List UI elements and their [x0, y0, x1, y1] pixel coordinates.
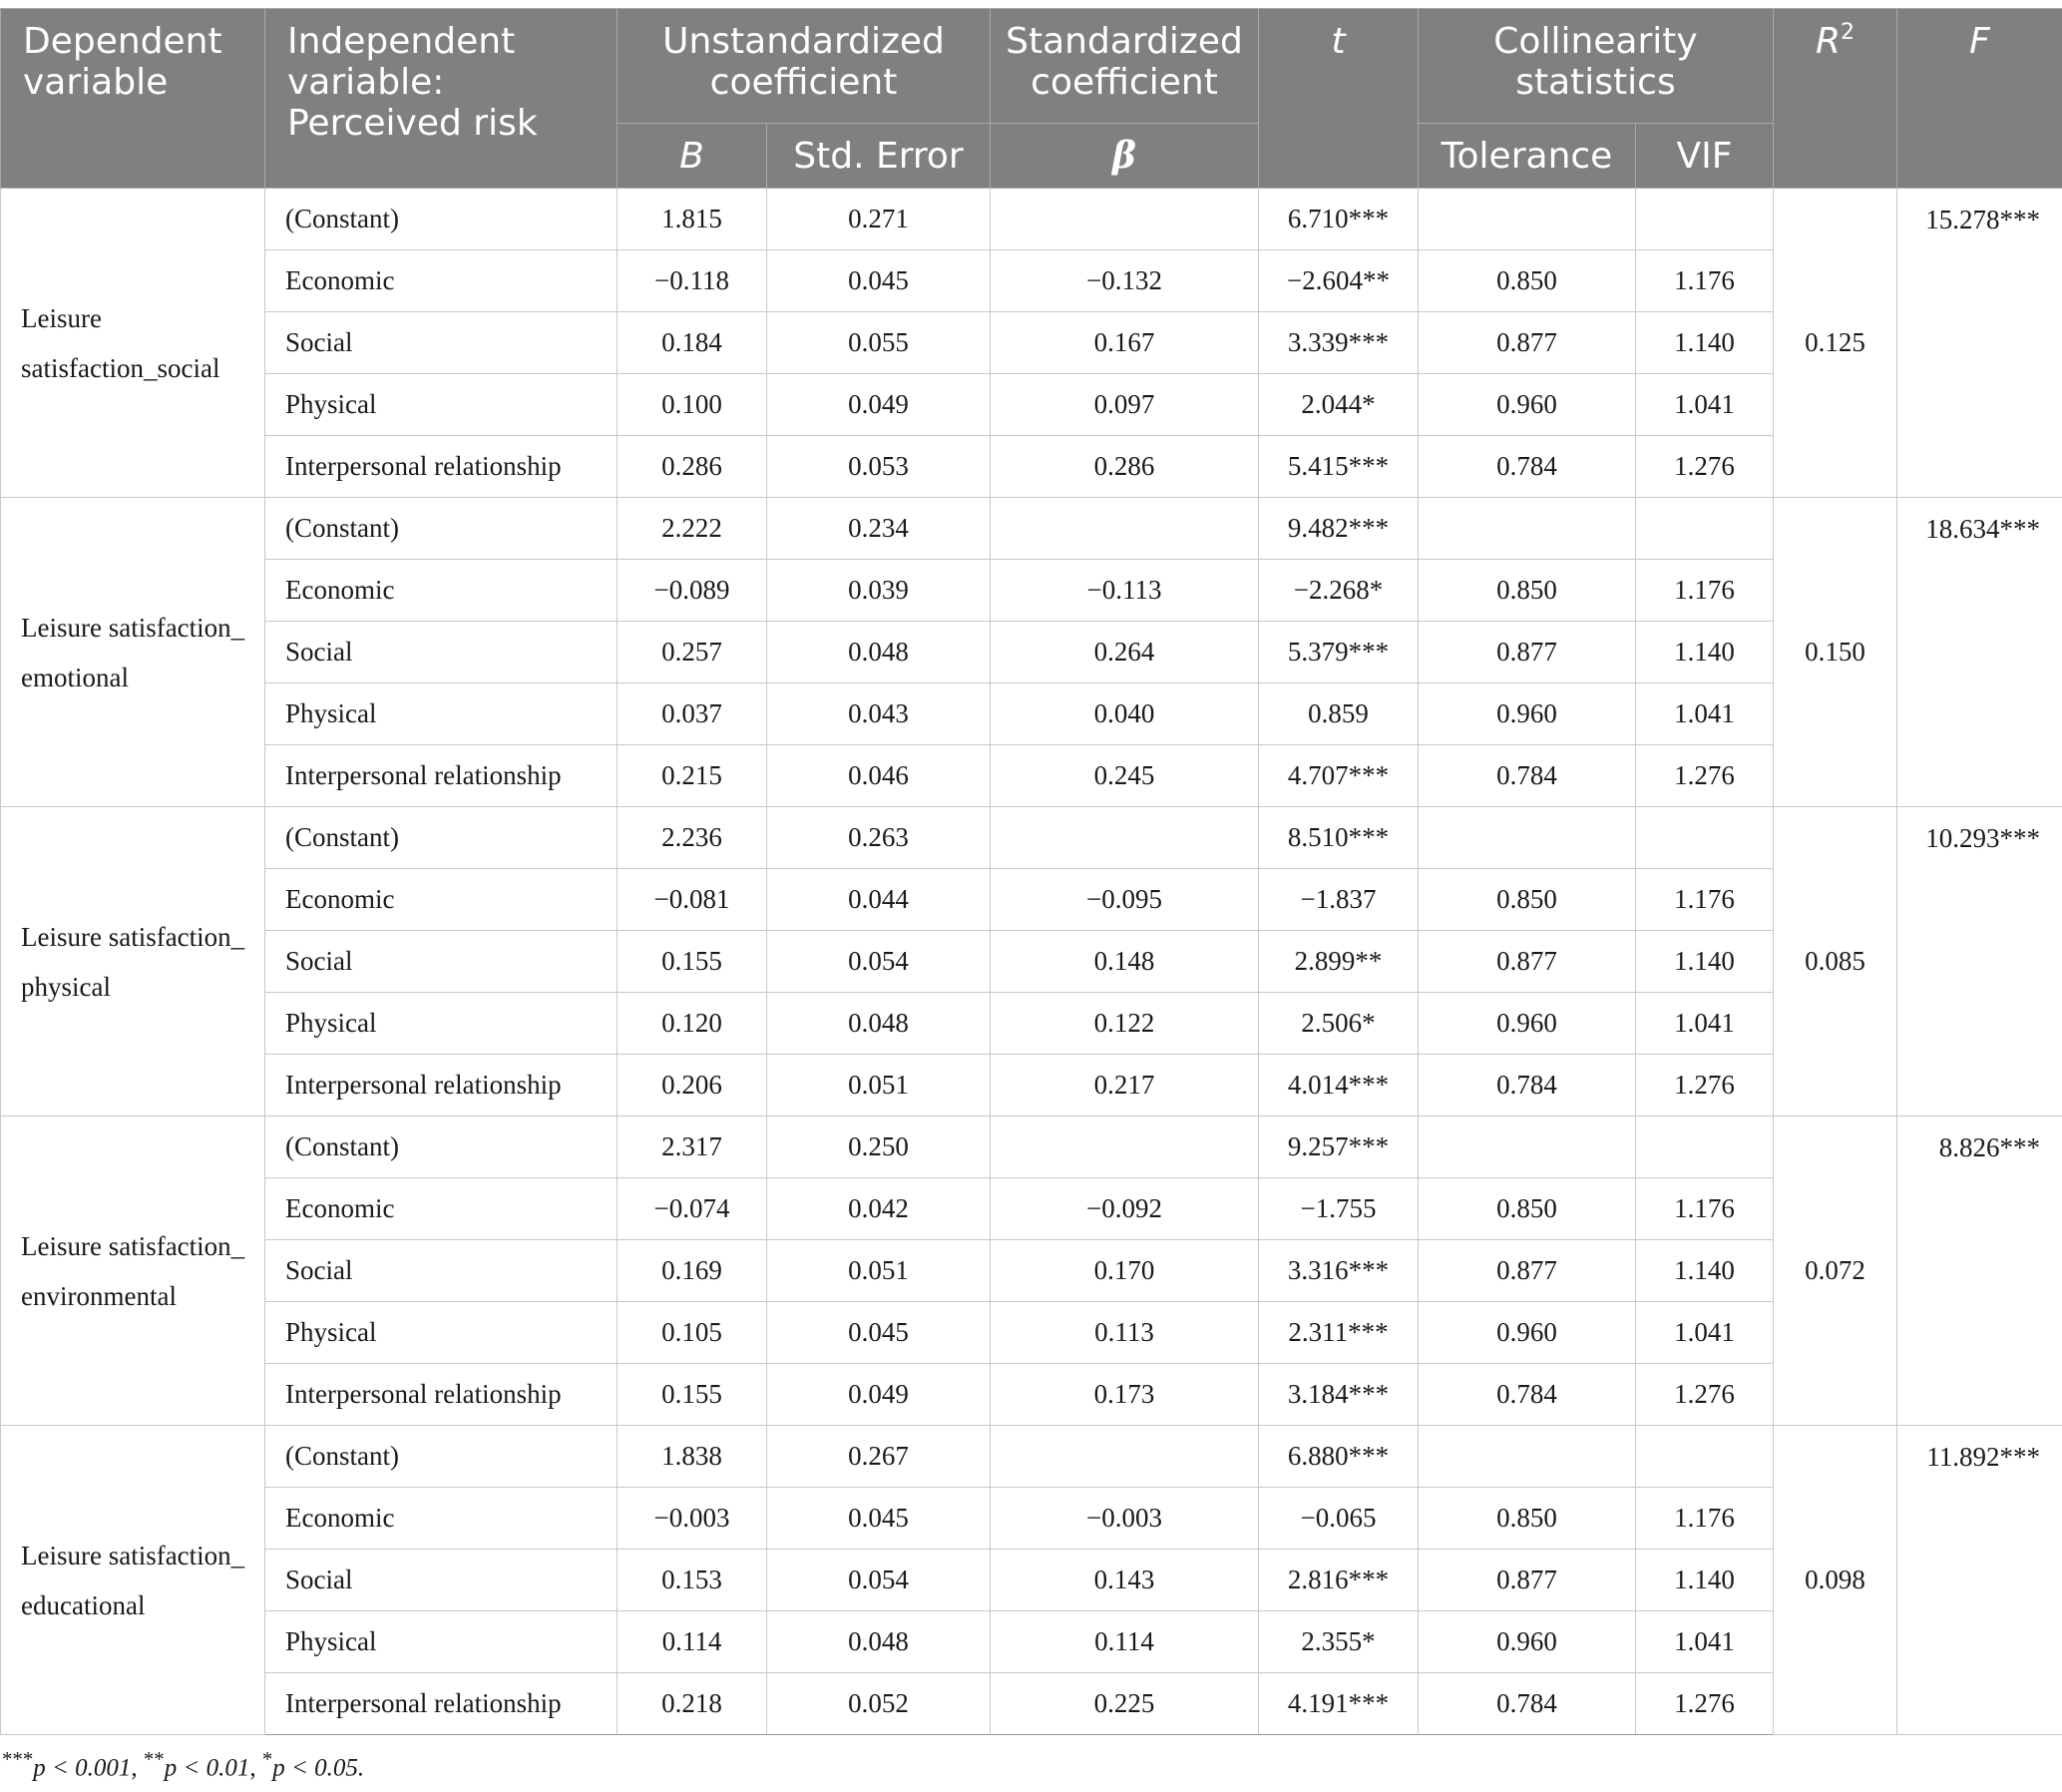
std-error-cell: 0.049 — [767, 1364, 991, 1426]
b-cell: −0.089 — [618, 560, 767, 622]
t-cell: 9.257*** — [1259, 1117, 1419, 1178]
std-error-cell: 0.048 — [767, 993, 991, 1055]
independent-variable-cell: Physical — [265, 1302, 618, 1364]
beta-cell: 0.148 — [991, 931, 1259, 993]
tolerance-cell: 0.960 — [1419, 683, 1636, 745]
table-row — [1, 1055, 2062, 1117]
footnote-p01: p < 0.01 — [164, 1754, 250, 1782]
beta-cell: 0.173 — [991, 1364, 1259, 1426]
tolerance-cell: 0.960 — [1419, 374, 1636, 436]
t-cell: −1.755 — [1259, 1178, 1419, 1240]
b-cell: 0.206 — [618, 1055, 767, 1117]
b-cell: 1.815 — [618, 189, 767, 250]
b-cell: 0.218 — [618, 1673, 767, 1735]
independent-variable-cell: Economic — [265, 560, 618, 622]
table-row — [1, 1178, 2062, 1240]
independent-variable-cell: Interpersonal relationship — [265, 1673, 618, 1735]
tolerance-cell: 0.784 — [1419, 1673, 1636, 1735]
b-cell: 0.120 — [618, 993, 767, 1055]
tolerance-cell — [1419, 498, 1636, 560]
table-row — [1, 1117, 2062, 1178]
table-row — [1, 1240, 2062, 1302]
independent-variable-cell: Social — [265, 1240, 618, 1302]
beta-cell — [991, 1117, 1259, 1178]
table-row — [1, 745, 2062, 807]
b-cell: 0.105 — [618, 1302, 767, 1364]
t-cell: 2.899** — [1259, 931, 1419, 993]
std-error-cell: 0.054 — [767, 931, 991, 993]
tolerance-cell: 0.877 — [1419, 622, 1636, 683]
footnote-p001: p < 0.001 — [33, 1754, 132, 1782]
beta-cell: 0.225 — [991, 1673, 1259, 1735]
b-cell: 0.100 — [618, 374, 767, 436]
beta-cell: 0.217 — [991, 1055, 1259, 1117]
independent-variable-cell: Interpersonal relationship — [265, 745, 618, 807]
b-cell: 0.286 — [618, 436, 767, 498]
t-cell: 2.311*** — [1259, 1302, 1419, 1364]
t-cell: 3.316*** — [1259, 1240, 1419, 1302]
vif-cell: 1.041 — [1636, 1611, 1774, 1673]
b-cell: 0.153 — [618, 1550, 767, 1611]
t-cell: 6.710*** — [1259, 189, 1419, 250]
t-cell: 6.880*** — [1259, 1426, 1419, 1488]
table-row — [1, 250, 2062, 312]
independent-variable-cell: Interpersonal relationship — [265, 1364, 618, 1426]
tolerance-cell: 0.850 — [1419, 1488, 1636, 1550]
tolerance-cell: 0.850 — [1419, 1178, 1636, 1240]
t-cell: 5.379*** — [1259, 622, 1419, 683]
independent-variable-cell: Economic — [265, 250, 618, 312]
std-error-cell: 0.051 — [767, 1055, 991, 1117]
std-error-cell: 0.046 — [767, 745, 991, 807]
header-standardized-coefficient: Standardized coefficient — [991, 9, 1259, 124]
table-row — [1, 1673, 2062, 1735]
table-row — [1, 560, 2062, 622]
b-cell: 2.317 — [618, 1117, 767, 1178]
vif-cell: 1.140 — [1636, 931, 1774, 993]
std-error-cell: 0.055 — [767, 312, 991, 374]
header-r-squared-sup: 2 — [1841, 20, 1855, 45]
beta-cell — [991, 807, 1259, 869]
table-row — [1, 683, 2062, 745]
vif-cell — [1636, 1117, 1774, 1178]
std-error-cell: 0.048 — [767, 1611, 991, 1673]
header-b: B — [618, 124, 767, 189]
vif-cell: 1.176 — [1636, 1178, 1774, 1240]
beta-cell: 0.143 — [991, 1550, 1259, 1611]
independent-variable-cell: Interpersonal relationship — [265, 1055, 618, 1117]
std-error-cell: 0.271 — [767, 189, 991, 250]
table-row — [1, 436, 2062, 498]
table-row — [1, 807, 2062, 869]
std-error-cell: 0.054 — [767, 1550, 991, 1611]
vif-cell: 1.276 — [1636, 436, 1774, 498]
f-cell: 15.278*** — [1897, 189, 2062, 498]
table-row — [1, 312, 2062, 374]
independent-variable-cell: Physical — [265, 374, 618, 436]
independent-variable-cell: Economic — [265, 1488, 618, 1550]
table-header — [1, 9, 2062, 189]
dependent-variable-cell: Leisure satisfaction_ emotional — [1, 498, 265, 807]
header-std-error: Std. Error — [767, 124, 991, 189]
header-dependent-variable: Dependent variable — [1, 9, 265, 189]
independent-variable-cell: Social — [265, 931, 618, 993]
vif-cell: 1.140 — [1636, 1240, 1774, 1302]
independent-variable-cell: Economic — [265, 1178, 618, 1240]
dependent-variable-cell: Leisure satisfaction_ physical — [1, 807, 265, 1117]
header-t: t — [1259, 9, 1419, 189]
independent-variable-cell: (Constant) — [265, 189, 618, 250]
tolerance-cell: 0.877 — [1419, 1240, 1636, 1302]
table-row — [1, 1488, 2062, 1550]
header-tolerance: Tolerance — [1419, 124, 1636, 189]
std-error-cell: 0.250 — [767, 1117, 991, 1178]
vif-cell: 1.140 — [1636, 1550, 1774, 1611]
t-cell: 3.339*** — [1259, 312, 1419, 374]
std-error-cell: 0.048 — [767, 622, 991, 683]
beta-cell: −0.113 — [991, 560, 1259, 622]
footnote-p05: p < 0.05. — [272, 1754, 365, 1782]
vif-cell — [1636, 189, 1774, 250]
header-r-squared — [1774, 9, 1897, 189]
t-cell: 8.510*** — [1259, 807, 1419, 869]
independent-variable-cell: Social — [265, 1550, 618, 1611]
t-cell: −0.065 — [1259, 1488, 1419, 1550]
independent-variable-cell: Social — [265, 312, 618, 374]
t-cell: 9.482*** — [1259, 498, 1419, 560]
tolerance-cell: 0.850 — [1419, 250, 1636, 312]
tolerance-cell: 0.960 — [1419, 1611, 1636, 1673]
vif-cell: 1.140 — [1636, 312, 1774, 374]
beta-cell: 0.167 — [991, 312, 1259, 374]
vif-cell — [1636, 498, 1774, 560]
vif-cell: 1.176 — [1636, 1488, 1774, 1550]
t-cell: −2.604** — [1259, 250, 1419, 312]
vif-cell: 1.041 — [1636, 993, 1774, 1055]
t-cell: 5.415*** — [1259, 436, 1419, 498]
std-error-cell: 0.043 — [767, 683, 991, 745]
table-row — [1, 374, 2062, 436]
f-cell: 8.826*** — [1897, 1117, 2062, 1426]
std-error-cell: 0.045 — [767, 1302, 991, 1364]
b-cell: −0.118 — [618, 250, 767, 312]
beta-cell: −0.132 — [991, 250, 1259, 312]
header-independent-variable: Independent variable: Perceived risk — [265, 9, 618, 189]
vif-cell: 1.140 — [1636, 622, 1774, 683]
r-squared-cell: 0.085 — [1774, 807, 1897, 1117]
independent-variable-cell: Social — [265, 622, 618, 683]
table-row — [1, 1302, 2062, 1364]
independent-variable-cell: Physical — [265, 993, 618, 1055]
r-squared-cell: 0.072 — [1774, 1117, 1897, 1426]
table-row — [1, 869, 2062, 931]
regression-table-container — [0, 8, 2062, 1782]
dependent-variable-cell: Leisure satisfaction_ environmental — [1, 1117, 265, 1426]
std-error-cell: 0.049 — [767, 374, 991, 436]
vif-cell: 1.276 — [1636, 745, 1774, 807]
table-row — [1, 993, 2062, 1055]
beta-cell: −0.003 — [991, 1488, 1259, 1550]
f-cell: 18.634*** — [1897, 498, 2062, 807]
table-row — [1, 1426, 2062, 1488]
r-squared-cell: 0.125 — [1774, 189, 1897, 498]
vif-cell: 1.041 — [1636, 1302, 1774, 1364]
tolerance-cell — [1419, 1117, 1636, 1178]
vif-cell: 1.276 — [1636, 1055, 1774, 1117]
beta-cell — [991, 498, 1259, 560]
tolerance-cell: 0.877 — [1419, 931, 1636, 993]
b-cell: −0.003 — [618, 1488, 767, 1550]
tolerance-cell: 0.784 — [1419, 436, 1636, 498]
tolerance-cell: 0.960 — [1419, 1302, 1636, 1364]
b-cell: 2.222 — [618, 498, 767, 560]
beta-cell: 0.122 — [991, 993, 1259, 1055]
t-cell: 4.707*** — [1259, 745, 1419, 807]
table-row — [1, 931, 2062, 993]
vif-cell: 1.041 — [1636, 374, 1774, 436]
std-error-cell: 0.052 — [767, 1673, 991, 1735]
beta-cell: 0.286 — [991, 436, 1259, 498]
beta-cell: −0.092 — [991, 1178, 1259, 1240]
b-cell: 2.236 — [618, 807, 767, 869]
b-cell: 0.155 — [618, 1364, 767, 1426]
beta-cell: 0.040 — [991, 683, 1259, 745]
independent-variable-cell: (Constant) — [265, 1426, 618, 1488]
tolerance-cell: 0.877 — [1419, 312, 1636, 374]
beta-cell: 0.097 — [991, 374, 1259, 436]
header-beta: β — [991, 124, 1259, 189]
beta-cell: 0.264 — [991, 622, 1259, 683]
table-body — [1, 189, 2062, 1735]
table-row — [1, 1550, 2062, 1611]
header-r-squared-base: R — [1815, 21, 1841, 62]
std-error-cell: 0.263 — [767, 807, 991, 869]
header-collinearity-statistics: Collinearity statistics — [1419, 9, 1774, 124]
header-unstandardized-coefficient: Unstandardized coefficient — [618, 9, 991, 124]
vif-cell: 1.176 — [1636, 560, 1774, 622]
b-cell: −0.081 — [618, 869, 767, 931]
b-cell: 0.155 — [618, 931, 767, 993]
vif-cell: 1.276 — [1636, 1673, 1774, 1735]
t-cell: −1.837 — [1259, 869, 1419, 931]
t-cell: 2.816*** — [1259, 1550, 1419, 1611]
independent-variable-cell: Physical — [265, 1611, 618, 1673]
beta-cell: 0.114 — [991, 1611, 1259, 1673]
tolerance-cell: 0.784 — [1419, 1364, 1636, 1426]
std-error-cell: 0.039 — [767, 560, 991, 622]
t-cell: 0.859 — [1259, 683, 1419, 745]
r-squared-cell: 0.098 — [1774, 1426, 1897, 1735]
beta-cell: 0.170 — [991, 1240, 1259, 1302]
dependent-variable-cell: Leisure satisfaction_ educational — [1, 1426, 265, 1735]
tolerance-cell: 0.960 — [1419, 993, 1636, 1055]
b-cell: 0.169 — [618, 1240, 767, 1302]
beta-cell: −0.095 — [991, 869, 1259, 931]
std-error-cell: 0.045 — [767, 1488, 991, 1550]
table-row — [1, 622, 2062, 683]
vif-cell: 1.176 — [1636, 869, 1774, 931]
b-cell: 0.037 — [618, 683, 767, 745]
t-cell: 2.506* — [1259, 993, 1419, 1055]
std-error-cell: 0.044 — [767, 869, 991, 931]
tolerance-cell — [1419, 189, 1636, 250]
std-error-cell: 0.051 — [767, 1240, 991, 1302]
vif-cell — [1636, 807, 1774, 869]
std-error-cell: 0.042 — [767, 1178, 991, 1240]
beta-cell: 0.245 — [991, 745, 1259, 807]
independent-variable-cell: Economic — [265, 869, 618, 931]
table-row — [1, 189, 2062, 250]
header-f: F — [1897, 9, 2062, 189]
independent-variable-cell: (Constant) — [265, 807, 618, 869]
t-cell: 2.355* — [1259, 1611, 1419, 1673]
tolerance-cell: 0.784 — [1419, 1055, 1636, 1117]
std-error-cell: 0.267 — [767, 1426, 991, 1488]
b-cell: 0.184 — [618, 312, 767, 374]
b-cell: 0.257 — [618, 622, 767, 683]
t-cell: 4.014*** — [1259, 1055, 1419, 1117]
beta-cell — [991, 1426, 1259, 1488]
vif-cell — [1636, 1426, 1774, 1488]
vif-cell: 1.176 — [1636, 250, 1774, 312]
table-row — [1, 498, 2062, 560]
tolerance-cell: 0.877 — [1419, 1550, 1636, 1611]
b-cell: 0.215 — [618, 745, 767, 807]
dependent-variable-cell: Leisure satisfaction_social — [1, 189, 265, 498]
table-footnote: ***p < 0.001, **p < 0.01, *p < 0.05. — [2, 1747, 365, 1782]
vif-cell: 1.041 — [1636, 683, 1774, 745]
regression-table — [0, 8, 2062, 1735]
f-cell: 11.892*** — [1897, 1426, 2062, 1735]
tolerance-cell: 0.850 — [1419, 560, 1636, 622]
f-cell: 10.293*** — [1897, 807, 2062, 1117]
b-cell: 0.114 — [618, 1611, 767, 1673]
independent-variable-cell: (Constant) — [265, 498, 618, 560]
std-error-cell: 0.053 — [767, 436, 991, 498]
tolerance-cell: 0.784 — [1419, 745, 1636, 807]
t-cell: 4.191*** — [1259, 1673, 1419, 1735]
vif-cell: 1.276 — [1636, 1364, 1774, 1426]
tolerance-cell: 0.850 — [1419, 869, 1636, 931]
table-row — [1, 1611, 2062, 1673]
t-cell: −2.268* — [1259, 560, 1419, 622]
tolerance-cell — [1419, 1426, 1636, 1488]
std-error-cell: 0.234 — [767, 498, 991, 560]
table-row — [1, 1364, 2062, 1426]
t-cell: 2.044* — [1259, 374, 1419, 436]
b-cell: −0.074 — [618, 1178, 767, 1240]
beta-cell — [991, 189, 1259, 250]
beta-cell: 0.113 — [991, 1302, 1259, 1364]
independent-variable-cell: (Constant) — [265, 1117, 618, 1178]
std-error-cell: 0.045 — [767, 250, 991, 312]
independent-variable-cell: Interpersonal relationship — [265, 436, 618, 498]
r-squared-cell: 0.150 — [1774, 498, 1897, 807]
tolerance-cell — [1419, 807, 1636, 869]
b-cell: 1.838 — [618, 1426, 767, 1488]
header-vif: VIF — [1636, 124, 1774, 189]
t-cell: 3.184*** — [1259, 1364, 1419, 1426]
independent-variable-cell: Physical — [265, 683, 618, 745]
